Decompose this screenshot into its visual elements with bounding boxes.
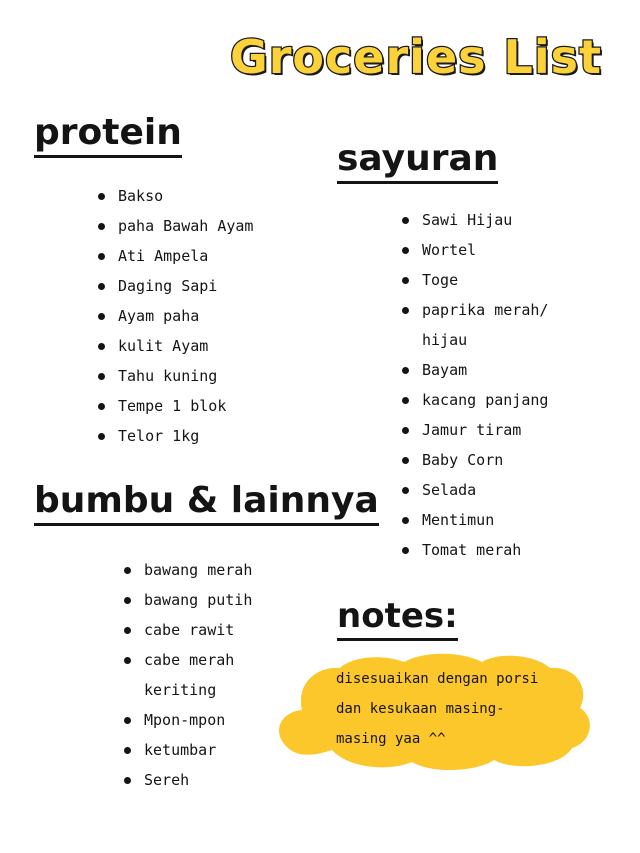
list-item: Bayam (402, 355, 548, 385)
protein-heading (34, 112, 182, 158)
list-item: Tempe 1 blok (98, 391, 253, 421)
sayuran-heading-label: sayuran (337, 138, 499, 179)
sayuran-heading-underline (337, 181, 498, 184)
bumbu-list (124, 555, 252, 795)
list-item: Sereh (124, 765, 252, 795)
protein-heading-underline (34, 155, 182, 158)
list-item: bawang putih (124, 585, 252, 615)
list-item-continuation: hijau (422, 331, 468, 349)
list-item: bawang merah (124, 555, 252, 585)
sayuran-heading (337, 138, 498, 184)
list-item: Telor 1kg (98, 421, 253, 451)
notes-line: masing yaa ^^ (336, 731, 446, 747)
notes-heading (337, 596, 458, 641)
list-item: Mentimun (402, 505, 548, 535)
list-item: Ati Ampela (98, 241, 253, 271)
list-item: Baby Corn (402, 445, 548, 475)
page-title: Groceries List (229, 30, 602, 84)
list-item: Bakso (98, 181, 253, 211)
list-item: Sawi Hijau (402, 205, 548, 235)
list-item: paprika merah/ (402, 295, 548, 325)
bumbu-heading-label: bumbu & lainnya (34, 480, 379, 521)
notes-heading-label: notes: (337, 596, 458, 636)
list-item: kulit Ayam (98, 331, 253, 361)
list-item: cabe rawit (124, 615, 252, 645)
protein-heading-label: protein (34, 112, 182, 153)
list-item: paha Bawah Ayam (98, 211, 253, 241)
list-item: Tomat merah (402, 535, 548, 565)
notes-text (336, 664, 586, 754)
sayuran-list (402, 205, 548, 565)
list-item: Tahu kuning (98, 361, 253, 391)
list-item: Wortel (402, 235, 548, 265)
protein-list (98, 181, 253, 451)
notes-line: dan kesukaan masing- (336, 701, 505, 717)
list-item: cabe merah (124, 645, 252, 675)
bumbu-heading-underline (34, 523, 379, 526)
list-item-continuation: keriting (144, 681, 217, 699)
list-item: Toge (402, 265, 548, 295)
list-item: Mpon-mpon (124, 705, 252, 735)
list-item: Jamur tiram (402, 415, 548, 445)
list-item: Selada (402, 475, 548, 505)
list-item: ketumbar (124, 735, 252, 765)
list-item: kacang panjang (402, 385, 548, 415)
list-item: Ayam paha (98, 301, 253, 331)
list-item: Daging Sapi (98, 271, 253, 301)
bumbu-heading (34, 480, 379, 526)
notes-heading-underline (337, 638, 458, 641)
notes-line: disesuaikan dengan porsi (336, 671, 539, 687)
